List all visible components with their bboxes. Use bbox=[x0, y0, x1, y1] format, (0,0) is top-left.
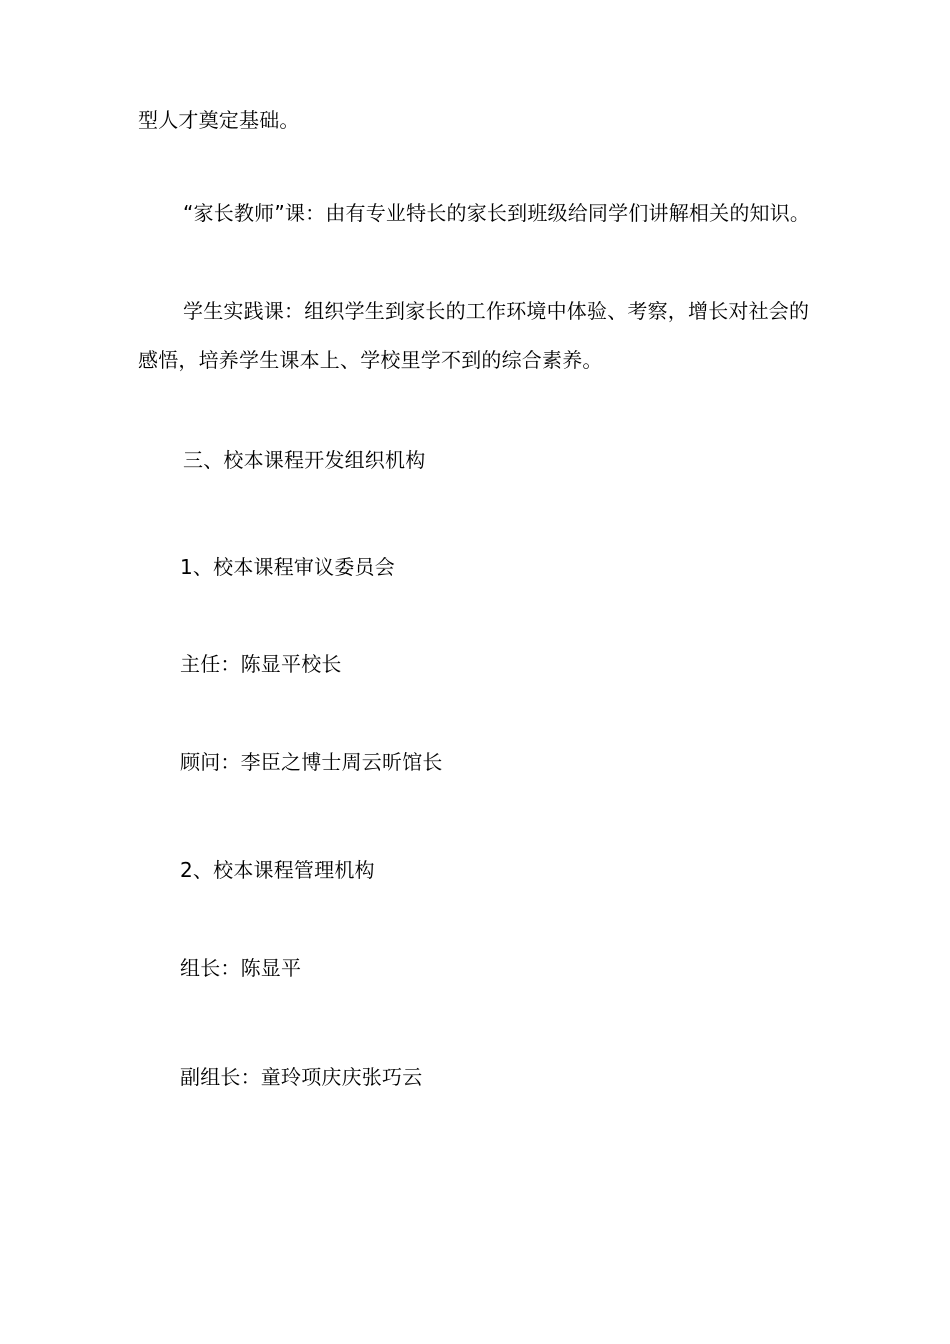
director-line: 主任：陈显平校长 bbox=[180, 652, 342, 676]
section-heading: 三、校本课程开发组织机构 bbox=[183, 448, 426, 472]
paragraph-continuation: 型人才奠定基础。 bbox=[138, 108, 300, 132]
student-practice-course-line-2: 感悟，培养学生课本上、学校里学不到的综合素养。 bbox=[138, 348, 603, 372]
subsection-heading-1: 1、校本课程审议委员会 bbox=[180, 555, 395, 579]
parent-teacher-course-paragraph: “家长教师”课：由有专业特长的家长到班级给同学们讲解相关的知识。 bbox=[183, 201, 811, 225]
group-leader-line: 组长：陈显平 bbox=[180, 956, 302, 980]
deputy-group-leader-line: 副组长：童玲项庆庆张巧云 bbox=[180, 1065, 423, 1089]
subsection-heading-2: 2、校本课程管理机构 bbox=[180, 858, 375, 882]
advisor-line: 顾问：李臣之博士周云昕馆长 bbox=[180, 750, 443, 774]
student-practice-course-line-1: 学生实践课：组织学生到家长的工作环境中体验、考察，增长对社会的 bbox=[183, 299, 810, 323]
